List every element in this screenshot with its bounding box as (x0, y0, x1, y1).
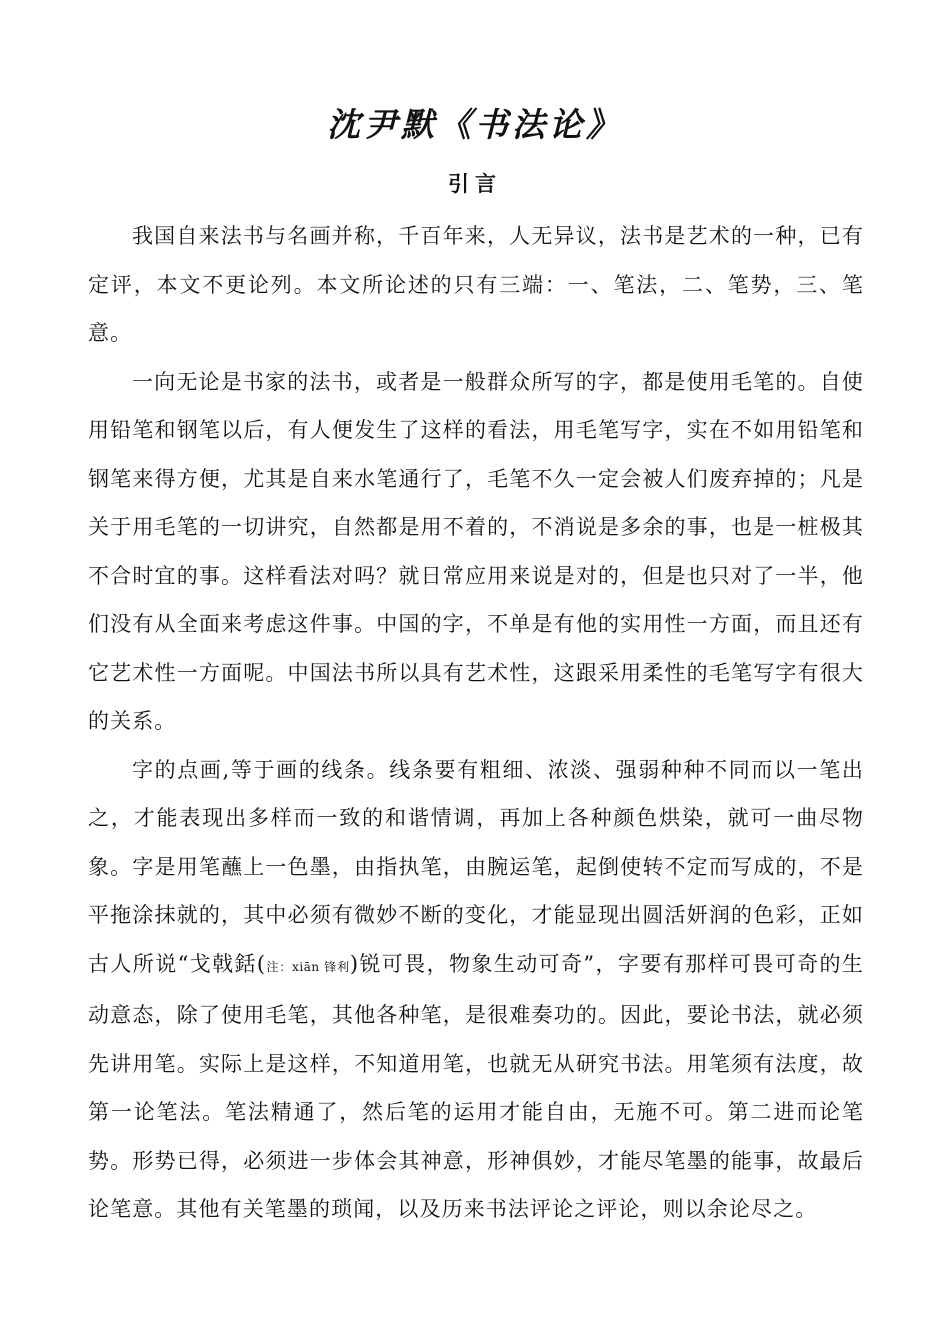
paragraph-3 (88, 746, 864, 1234)
body-text (88, 212, 864, 1234)
paragraph-2: 一向无论是书家的法书，或者是一般群众所写的字，都是使用毛笔的。自使用铅笔和钢笔以后，有人便发生了这样的看法，用毛笔写字，实在不如用铅笔和钢笔来得方便，尤其是自来水笔通行了，毛笔不久一定会被人们废弃掉的；凡是关于用毛笔的一切讲究，自然都是用不着的，不消说是多余的事，也是一桩极其不合时宜的事。这样看法对吗？就日常应用来说是对的，但是也只对了一半，他们没有从全面来考虑这件事。中国的字，不单是有他的实用性一方面，而且还有它艺术性一方面呢。中国法书所以具有艺术性，这跟采用柔性的毛笔写字有很大的关系。 (88, 369, 864, 733)
paragraph-3-part-1: 字的点画,等于画的线条。线条要有粗细、浓淡、强弱种种不同而以一笔出之，才能表现出多样而一致的和谐情调，再加上各种颜色烘染，就可一曲尽物象。字是用笔蘸上一色墨，由指执笔，由腕运笔，起倒使转不定而写成的，不是平拖涂抹就的，其中必须有微妙不断的变化，才能显现出圆活妍润的色彩，正如古人所说“戈戟銛( (88, 757, 864, 976)
section-heading: 引言 (448, 171, 502, 196)
page-title: 沈尹默《书法论》 (327, 105, 623, 144)
paragraph-1: 我国自来法书与名画并称，千百年来，人无异议，法书是艺术的一种，已有定评，本文不更论列。本文所论述的只有三端：一、笔法，二、笔势，三、笔意。 (88, 224, 864, 345)
inline-annotation: 注：xiān 锋利 (266, 959, 350, 974)
paragraph-3-part-2: )锐可畏，物象生动可奇”，字要有那样可畏可奇的生动意态，除了使用毛笔，其他各种笔，是很难奏功的。因此，要论书法，就必须先讲用笔。实际上是这样，不知道用笔，也就无从研究书法。用笔须有法度，故第一论笔法。笔法精通了，然后笔的运用才能自由，无施不可。第二进而论笔势。形势已得，必须进一步体会其神意，形神俱妙，才能尽笔墨的能事，故最后论笔意。其他有关笔墨的琐闻，以及历来书法评论之评论，则以余论尽之。 (88, 951, 864, 1221)
